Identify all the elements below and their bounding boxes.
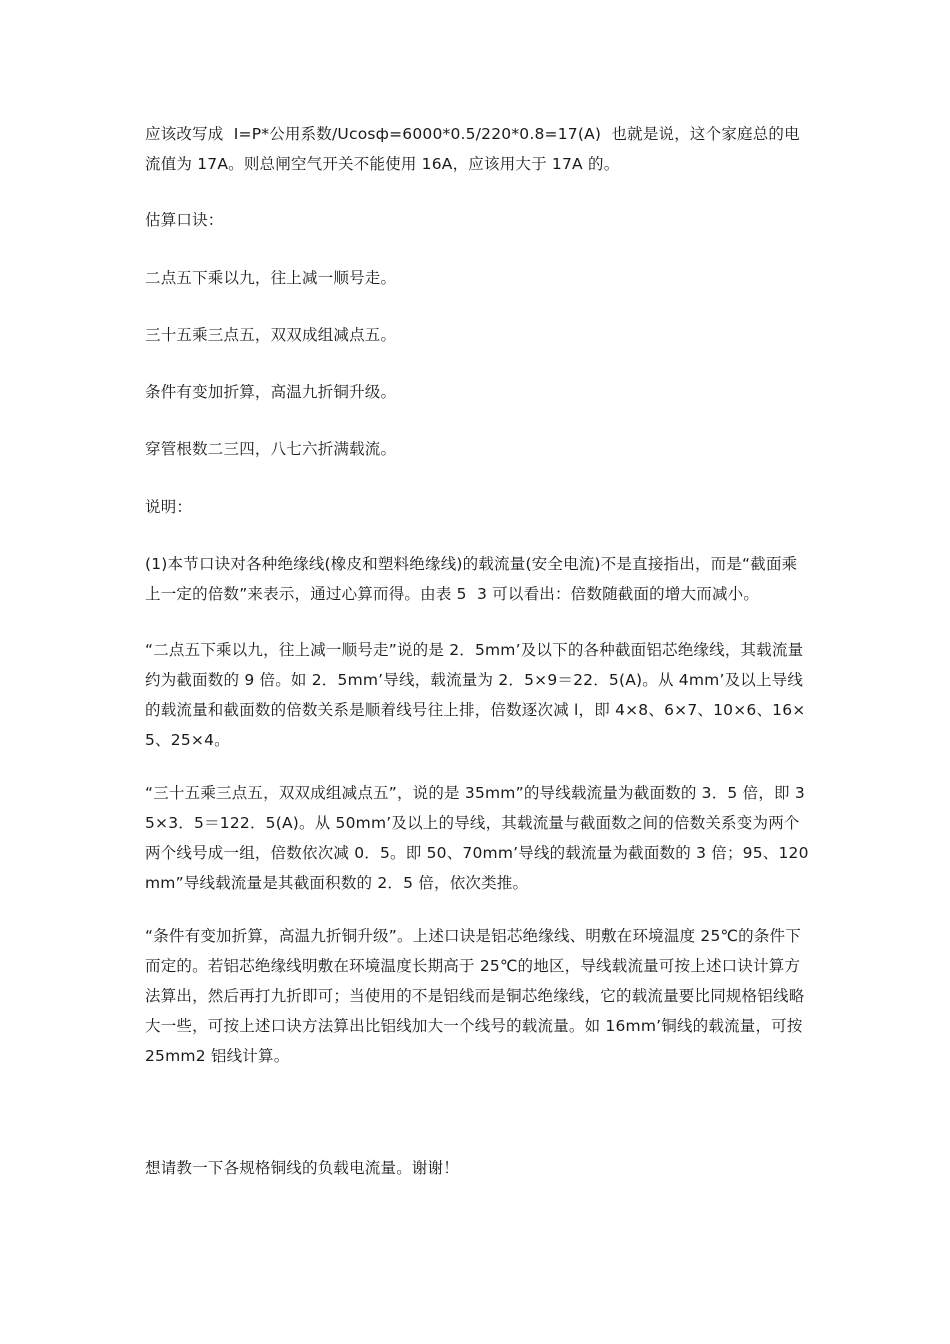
paragraph-mnemonic-line-1: 二点五下乘以九，往上减一顺号走。 xyxy=(145,269,397,287)
paragraph-explanation-heading: 说明： xyxy=(145,498,193,516)
paragraph-mnemonic-heading: 估算口诀： xyxy=(145,211,224,229)
paragraph-mnemonic-line-3: 条件有变加折算，高温九折铜升级。 xyxy=(145,383,397,401)
paragraph-mnemonic-line-4: 穿管根数二三四，八七六折满载流。 xyxy=(145,440,397,458)
paragraph-question: 想请教一下各规格铜线的负载电流量。谢谢！ xyxy=(145,1159,460,1177)
paragraph-mnemonic-line-2: 三十五乘三点五，双双成组减点五。 xyxy=(145,326,397,344)
paragraph-explanation-4: “条件有变加折算，高温九折铜升级”。上述口诀是铝芯绝缘线、明敷在环境温度 25℃的条件下而定的。若铝芯绝缘线明敷在环境温度长期高于 25℃的地区，导线载流量可按上述口诀计算方法算出，然后再打九折即可；当使用的不是铝线而是铜芯绝缘线，它的载流量要比同规格铝线略大一些，可按上述口诀方法算出比铝线加大一个线号的载流量。如 16mm’铜线的载流量，可按 25mm2 铝线计算。 xyxy=(145,927,808,1065)
paragraph-current-calculation: 应该改写成 I=P*公用系数/Ucosф=6000*0.5/220*0.8=17(A) 也就是说，这个家庭总的电流值为 17A。则总闸空气开关不能使用 16A，应该用大于 17A 的。 xyxy=(145,125,800,173)
paragraph-explanation-1: (1)本节口诀对各种绝缘线(橡皮和塑料绝缘线)的载流量(安全电流)不是直接指出，而是“截面乘上一定的倍数”来表示，通过心算而得。由表 5 3 可以看出：倍数随截面的增大而减小。 xyxy=(145,555,798,603)
paragraph-explanation-3: “三十五乘三点五，双双成组减点五”，说的是 35mm”的导线载流量为截面数的 3．5 倍，即 35×3．5＝122．5(A)。从 50mm’及以上的导线，其载流量与截面数之间的倍数关系变为两个两个线号成一组，倍数依次减 0．5。即 50、70mm’导线的载流量为截面数的 3 倍；95、120mm”导线载流量是其截面积数的 2．5 倍，依次类推。 xyxy=(145,784,809,892)
paragraph-explanation-2: “二点五下乘以九，往上减一顺号走”说的是 2．5mm’及以下的各种截面铝芯绝缘线，其载流量约为截面数的 9 倍。如 2．5mm’导线，载流量为 2．5×9＝22．5(A)。从 4mm’及以上导线的载流量和截面数的倍数关系是顺着线号往上排，倍数逐次减 l，即 4×8、6×7、10×6、16×5、25×4。 xyxy=(145,641,806,749)
